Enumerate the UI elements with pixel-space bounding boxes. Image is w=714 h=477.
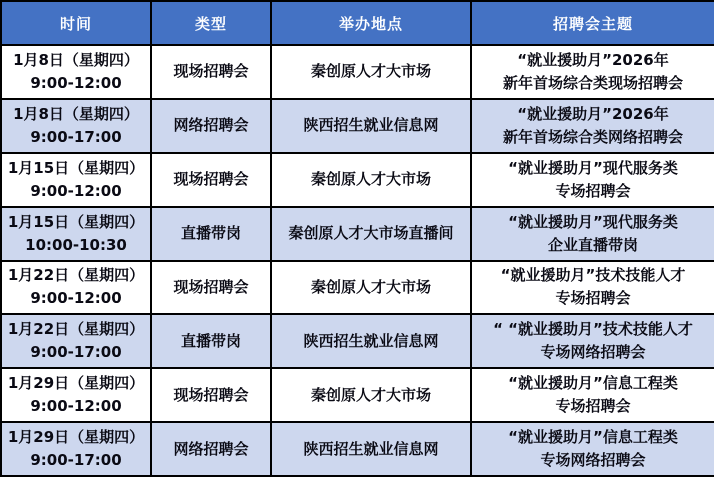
cell-location: 秦创原人才大市场 [271, 261, 471, 315]
table-body [1, 45, 714, 476]
cell-time [1, 261, 151, 315]
time-range-text: 9:00-17:00 [30, 343, 122, 362]
cell-type: 网络招聘会 [151, 99, 271, 153]
date-text: 1月22日（星期四） [7, 320, 145, 339]
cell-type: 网络招聘会 [151, 422, 271, 476]
cell-theme [471, 368, 714, 422]
time-range-text: 9:00-12:00 [30, 181, 122, 200]
cell-theme [471, 422, 714, 476]
cell-time [1, 153, 151, 207]
col-header-type: 类型 [151, 1, 271, 45]
theme-line-2: 专场网络招聘会 [540, 451, 646, 470]
time-range-text: 9:00-17:00 [30, 127, 122, 146]
theme-line-1: “就业援助月”信息工程类 [508, 374, 678, 393]
theme-line-1: “就业援助月”2026年 [517, 104, 669, 123]
cell-type: 直播带岗 [151, 207, 271, 261]
cell-theme [471, 314, 714, 368]
cell-type: 现场招聘会 [151, 153, 271, 207]
theme-line-2: 企业直播带岗 [547, 235, 638, 254]
cell-time [1, 314, 151, 368]
table-header [1, 1, 714, 45]
cell-time [1, 45, 151, 99]
cell-theme [471, 45, 714, 99]
table-row [1, 314, 714, 368]
date-text: 1月15日（星期四） [7, 158, 145, 177]
cell-type: 现场招聘会 [151, 45, 271, 99]
cell-location: 秦创原人才大市场 [271, 368, 471, 422]
cell-type: 现场招聘会 [151, 261, 271, 315]
table-row [1, 153, 714, 207]
date-text: 1月15日（星期四） [7, 212, 145, 231]
cell-location: 秦创原人才大市场 [271, 153, 471, 207]
col-header-theme: 招聘会主题 [471, 1, 714, 45]
time-range-text: 9:00-12:00 [30, 73, 122, 92]
theme-line-2: 新年首场综合类网络招聘会 [502, 127, 683, 146]
theme-line-2: 专场招聘会 [555, 397, 631, 416]
theme-line-1: “就业援助月”2026年 [517, 50, 669, 69]
date-text: 1月8日（星期四） [13, 104, 139, 123]
col-header-location: 举办地点 [271, 1, 471, 45]
cell-theme [471, 99, 714, 153]
cell-location: 陕西招生就业信息网 [271, 99, 471, 153]
theme-line-1: “就业援助月”信息工程类 [508, 428, 678, 447]
date-text: 1月22日（星期四） [7, 266, 145, 285]
time-range-text: 9:00-12:00 [30, 289, 122, 308]
cell-time [1, 422, 151, 476]
cell-type: 直播带岗 [151, 314, 271, 368]
theme-line-2: 新年首场综合类现场招聘会 [502, 73, 683, 92]
table-row [1, 422, 714, 476]
theme-line-1: “就业援助月”现代服务类 [508, 212, 678, 231]
cell-time [1, 99, 151, 153]
table-row [1, 45, 714, 99]
cell-theme [471, 153, 714, 207]
theme-line-1: “ “就业援助月”技术技能人才 [493, 320, 693, 339]
cell-location: 陕西招生就业信息网 [271, 422, 471, 476]
cell-location: 秦创原人才大市场直播间 [271, 207, 471, 261]
cell-time [1, 207, 151, 261]
time-range-text: 9:00-17:00 [30, 451, 122, 470]
date-text: 1月8日（星期四） [13, 50, 139, 69]
time-range-text: 10:00-10:30 [25, 235, 127, 254]
theme-line-2: 专场网络招聘会 [540, 343, 646, 362]
cell-theme [471, 261, 714, 315]
col-header-time: 时间 [1, 1, 151, 45]
theme-line-2: 专场招聘会 [555, 289, 631, 308]
cell-location: 陕西招生就业信息网 [271, 314, 471, 368]
cell-type: 现场招聘会 [151, 368, 271, 422]
table-row [1, 99, 714, 153]
cell-theme [471, 207, 714, 261]
table-row [1, 368, 714, 422]
theme-line-2: 专场招聘会 [555, 181, 631, 200]
table-row [1, 207, 714, 261]
theme-line-1: “就业援助月”现代服务类 [508, 158, 678, 177]
time-range-text: 9:00-12:00 [30, 397, 122, 416]
table-row [1, 261, 714, 315]
cell-location: 秦创原人才大市场 [271, 45, 471, 99]
date-text: 1月29日（星期四） [7, 428, 145, 447]
cell-time [1, 368, 151, 422]
header-row [1, 1, 714, 45]
theme-line-1: “就业援助月”技术技能人才 [500, 266, 686, 285]
date-text: 1月29日（星期四） [7, 374, 145, 393]
